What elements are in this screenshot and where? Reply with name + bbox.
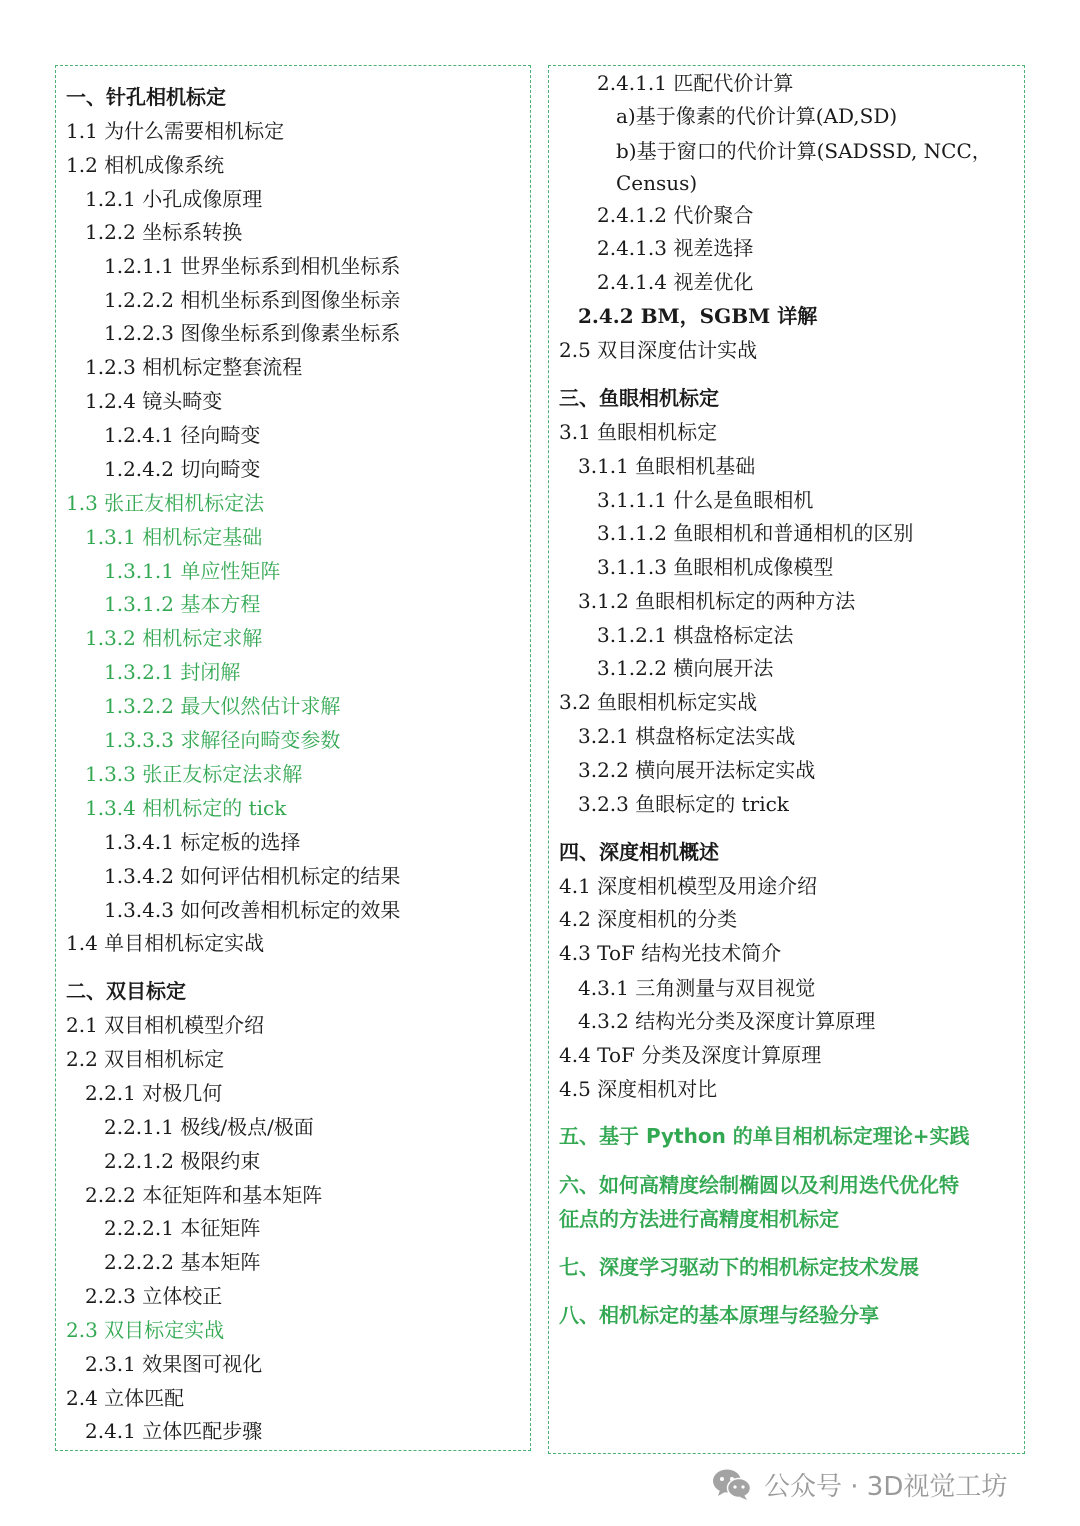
toc-entry: 1.3.2 相机标定求解 [85,626,263,650]
toc-entry: 1.2.1.1 世界坐标系到相机坐标系 [104,254,401,278]
toc-entry: 1.2.2 坐标系转换 [85,220,243,244]
toc-entry: a)基于像素的代价计算(AD,SD) [616,104,898,128]
toc-entry: 1.3.3 张正友标定法求解 [85,762,303,786]
toc-entry: 1.2.4.1 径向畸变 [104,423,261,447]
toc-section-heading: 二、双目标定 [66,979,186,1003]
toc-entry: 4.5 深度相机对比 [559,1077,718,1101]
toc-entry: 1.3.3.3 求解径向畸变参数 [104,728,341,752]
toc-entry: 1.2.2.2 相机坐标系到图像坐标亲 [104,288,401,312]
toc-entry: 4.1 深度相机模型及用途介绍 [559,874,818,898]
toc-entry: 3.2.1 棋盘格标定法实战 [578,724,796,748]
toc-entry: 2.2.2.2 基本矩阵 [104,1250,261,1274]
toc-entry: 2.3 双目标定实战 [66,1318,225,1342]
toc-section-heading: 四、深度相机概述 [559,840,719,864]
toc-entry: 1.3.2.1 封闭解 [104,660,241,684]
toc-entry: 3.1.1.1 什么是鱼眼相机 [597,488,814,512]
toc-entry: 1.3.1.1 单应性矩阵 [104,559,281,583]
toc-entry: 2.2.1 对极几何 [85,1081,223,1105]
toc-left-column [55,65,531,1451]
toc-entry: 4.3 ToF 结构光技术简介 [559,941,782,965]
toc-section-heading: 征点的方法进行高精度相机标定 [559,1207,839,1231]
toc-entry: 2.5 双目深度估计实战 [559,338,758,362]
toc-entry: 1.2.2.3 图像坐标系到像素坐标系 [104,321,401,345]
toc-entry: 1.3.4.2 如何评估相机标定的结果 [104,864,401,888]
toc-entry: 2.4 立体匹配 [66,1386,185,1410]
toc-entry: 3.2 鱼眼相机标定实战 [559,690,758,714]
toc-entry: 1.2.4 镜头畸变 [85,389,223,413]
toc-entry: 1.2.3 相机标定整套流程 [85,355,303,379]
toc-entry: 4.3.1 三角测量与双目视觉 [578,976,816,1000]
toc-entry: 2.2.2.1 本征矩阵 [104,1216,261,1240]
toc-entry: Census) [616,171,698,195]
toc-entry: 1.3.1 相机标定基础 [85,525,263,549]
toc-entry: 1.2 相机成像系统 [66,153,225,177]
toc-section-heading: 五、基于 Python 的单目相机标定理论+实践 [559,1124,970,1148]
toc-entry: 2.2 双目相机标定 [66,1047,225,1071]
toc-entry: 2.4.1.2 代价聚合 [597,203,754,227]
toc-entry: 1.3.1.2 基本方程 [104,592,261,616]
toc-entry: 3.1.1.3 鱼眼相机成像模型 [597,555,834,579]
toc-entry: 1.3.4.3 如何改善相机标定的效果 [104,898,401,922]
toc-entry: 3.2.2 横向展开法标定实战 [578,758,816,782]
toc-entry: b)基于窗口的代价计算(SADSSD, NCC， [616,139,992,163]
toc-entry: 1.2.4.2 切向畸变 [104,457,261,481]
toc-entry: 1.1 为什么需要相机标定 [66,119,285,143]
toc-entry: 4.2 深度相机的分类 [559,907,738,931]
toc-right-column [548,65,1025,1454]
toc-entry: 3.1.2.2 横向展开法 [597,656,774,680]
toc-entry: 2.3.1 效果图可视化 [85,1352,263,1376]
watermark [712,1464,1007,1504]
toc-entry: 4.4 ToF 分类及深度计算原理 [559,1043,822,1067]
wechat-icon [712,1467,752,1501]
toc-entry: 3.1.2.1 棋盘格标定法 [597,623,794,647]
toc-entry: 1.3.2.2 最大似然估计求解 [104,694,341,718]
toc-entry: 1.3 张正友相机标定法 [66,491,265,515]
toc-section-heading: 七、深度学习驱动下的相机标定技术发展 [559,1255,919,1279]
toc-section-heading: 三、鱼眼相机标定 [559,386,719,410]
toc-section-heading: 六、如何高精度绘制椭圆以及利用迭代优化特 [559,1173,959,1197]
toc-entry: 2.2.2 本征矩阵和基本矩阵 [85,1183,323,1207]
toc-entry: 3.1.2 鱼眼相机标定的两种方法 [578,589,856,613]
toc-entry: 1.3.4.1 标定板的选择 [104,830,301,854]
toc-entry: 2.4.1.1 匹配代价计算 [597,71,794,95]
toc-entry: 1.2.1 小孔成像原理 [85,187,263,211]
toc-entry: 2.1 双目相机模型介绍 [66,1013,265,1037]
toc-entry: 2.4.1.3 视差选择 [597,236,754,260]
toc-entry: 4.3.2 结构光分类及深度计算原理 [578,1009,876,1033]
toc-entry: 3.1.1 鱼眼相机基础 [578,454,756,478]
toc-entry: 3.1 鱼眼相机标定 [559,420,718,444]
toc-entry: 1.4 单目相机标定实战 [66,931,265,955]
toc-entry: 1.3.4 相机标定的 tick [85,796,287,820]
toc-entry: 3.2.3 鱼眼标定的 trick [578,792,789,816]
toc-entry: 2.4.1 立体匹配步骤 [85,1419,263,1443]
toc-entry: 2.2.1.1 极线/极点/极面 [104,1115,314,1139]
toc-entry: 2.2.1.2 极限约束 [104,1149,261,1173]
toc-section-heading: 八、相机标定的基本原理与经验分享 [559,1303,879,1327]
watermark-text: 公众号 · 3D视觉工坊 [764,1471,1008,1502]
toc-section-heading: 一、针孔相机标定 [66,85,226,109]
toc-entry: 2.2.3 立体校正 [85,1284,223,1308]
toc-entry: 2.4.2 BM，SGBM 详解 [578,304,818,328]
toc-entry: 2.4.1.4 视差优化 [597,270,754,294]
toc-entry: 3.1.1.2 鱼眼相机和普通相机的区别 [597,521,914,545]
